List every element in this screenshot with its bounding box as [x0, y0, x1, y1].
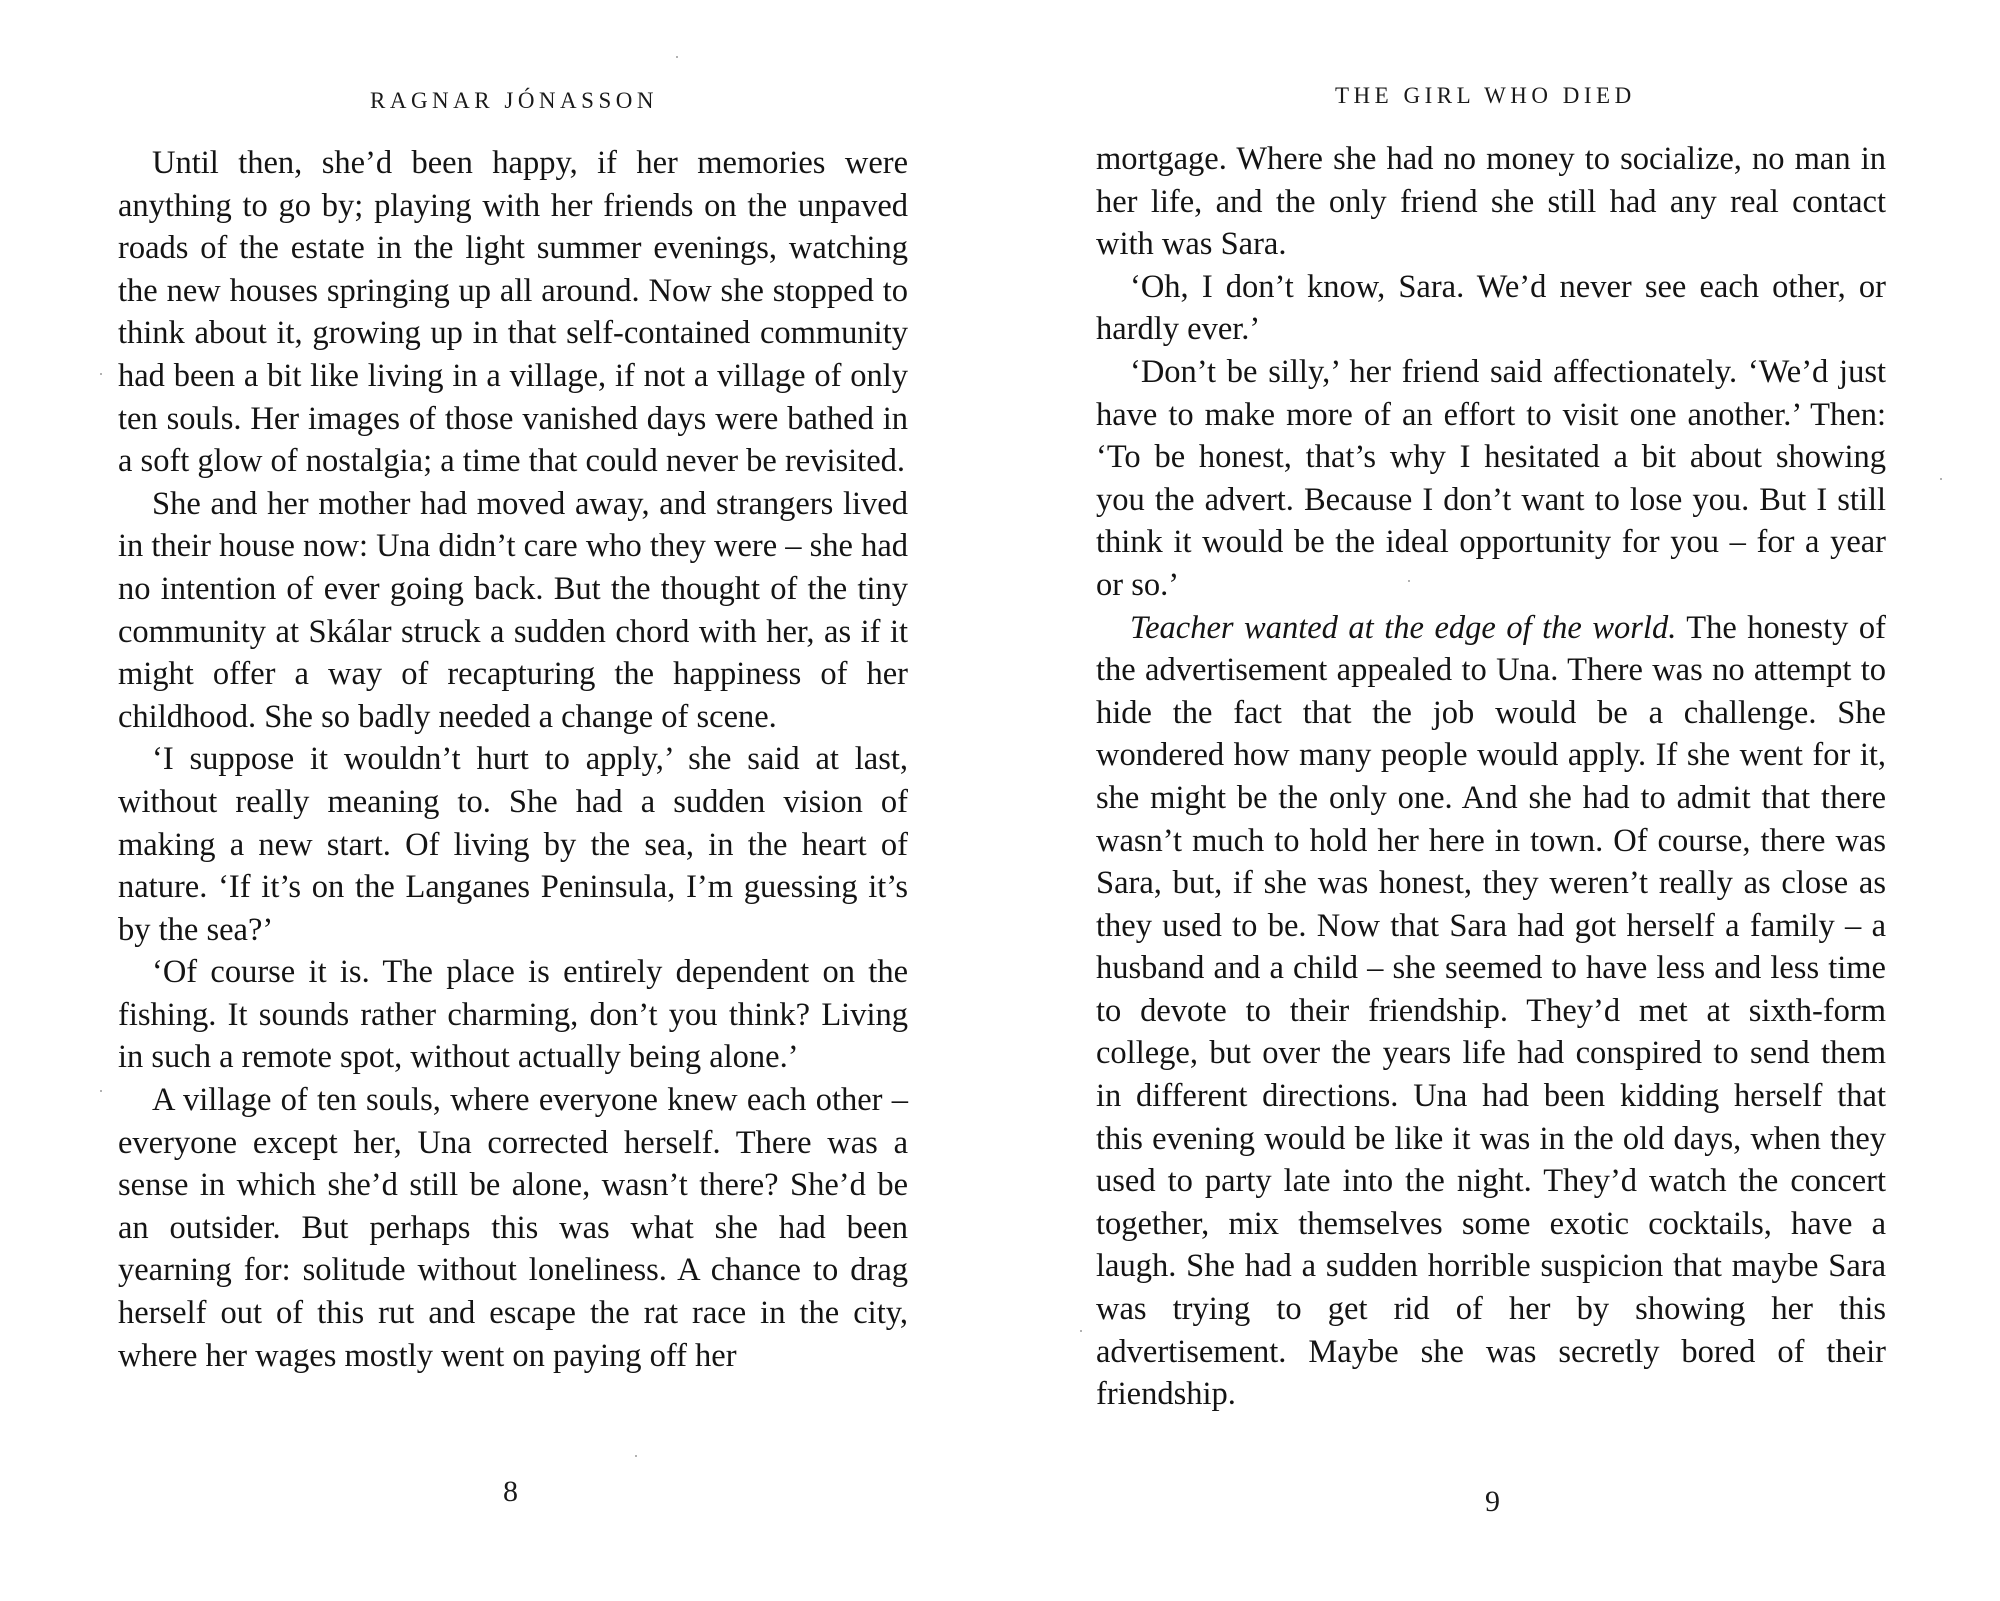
paper-speck: [100, 1090, 102, 1092]
paragraph: ‘I suppose it wouldn’t hurt to apply,’ she said at last, without really meaning to. She had a sudden vision of making a new start. Of living by the sea, in the heart of nature. ‘If it’s on the Langanes Peninsula, I’m guessing it’s by the sea?’: [118, 741, 908, 948]
advert-quote: Teacher wanted at the edge of the world.: [1130, 609, 1677, 646]
paper-speck: [100, 373, 102, 375]
paragraph: ‘Of course it is. The place is entirely dependent on the fishing. It sounds rather charming, don’t you think? Living in such a remote spot, without actually being alone.’: [118, 954, 908, 1076]
right-page-body: [1096, 138, 1886, 1416]
page-number: 9: [1485, 1485, 1500, 1518]
running-head-author: RAGNAR JÓNASSON: [370, 88, 658, 113]
paper-speck: [635, 1455, 637, 1457]
paragraph: She and her mother had moved away, and strangers lived in their house now: Una didn’t care who they were – she had no intention of ever going back. But the thought of the tiny community at Skálar struck a sudden chord with her, as if it might offer a way of recapturing the happiness of her childhood. She so badly needed a change of scene.: [118, 485, 909, 735]
page-number: 8: [503, 1475, 518, 1508]
paper-speck: [676, 56, 678, 58]
paragraph: A village of ten souls, where everyone knew each other – everyone except her, Una corrected herself. There was a sense in which she’d still be alone, wasn’t there? She’d be an outsider. But perhaps this was what she had been yearning for: solitude without loneliness. A chance to drag herself out of this rut and escape the rat race in the city, where her wages mostly went on paying off her: [118, 1082, 908, 1374]
left-page-body: [118, 142, 908, 1377]
paragraph: ‘Don’t be silly,’ her friend said affectionately. ‘We’d just have to make more of an effort to visit one another.’ Then: ‘To be honest, that’s why I hesitated a bit about showing you the advert. Because I don’t want to lose you. But I still think it would be the ideal opportunity for you – for a year or so.’: [1096, 353, 1886, 603]
paragraph: Until then, she’d been happy, if her memories were anything to go by; playing with her friends on the unpaved roads of the estate in the light summer evenings, watching the new houses springing up all around. Now she stopped to think about it, growing up in that self-contained community had been a bit like living in a village, if not a village of only ten souls. Her images of those vanished days were bathed in a soft glow of nostalgia; a time that could never be revisited.: [118, 145, 908, 480]
paragraph-text: The honesty of the advertisement appealed to Una. There was no attempt to hide the fact that the job would be a challenge. She wondered how many people would apply. If she went for it, she might be the only one. And she had to admit that there wasn’t much to hold her here in town. Of course, there was Sara, but, if she was honest, they weren’t really as close as they used to be. Now that Sara had got herself a family – a husband and a child – she seemed to have less and less time to devote to their friendship. They’d met at sixth-form college, but over the years life had conspired to send them in different directions. Una had been kidding herself that this evening would be like it was in the old days, when they used to party late into the night. They’d watch the concert together, mix themselves some exotic cocktails, have a laugh. She had a sudden horrible suspicion that maybe Sara was trying to get rid of her by showing her this advertisement. Maybe she was secretly bored of their friendship.: [1096, 609, 1886, 1413]
paragraph-continuation: mortgage. Where she had no money to socialize, no man in her life, and the only friend she still had any real contact with was Sara.: [1096, 141, 1886, 263]
running-head-title: THE GIRL WHO DIED: [1335, 83, 1636, 108]
right-page: [1000, 0, 2000, 1601]
paper-speck: [1408, 580, 1410, 582]
paper-speck: [1940, 478, 1942, 480]
paper-speck: [1080, 1330, 1082, 1332]
paragraph: [1096, 607, 1886, 1416]
paragraph: ‘Oh, I don’t know, Sara. We’d never see each other, or hardly ever.’: [1096, 268, 1886, 348]
